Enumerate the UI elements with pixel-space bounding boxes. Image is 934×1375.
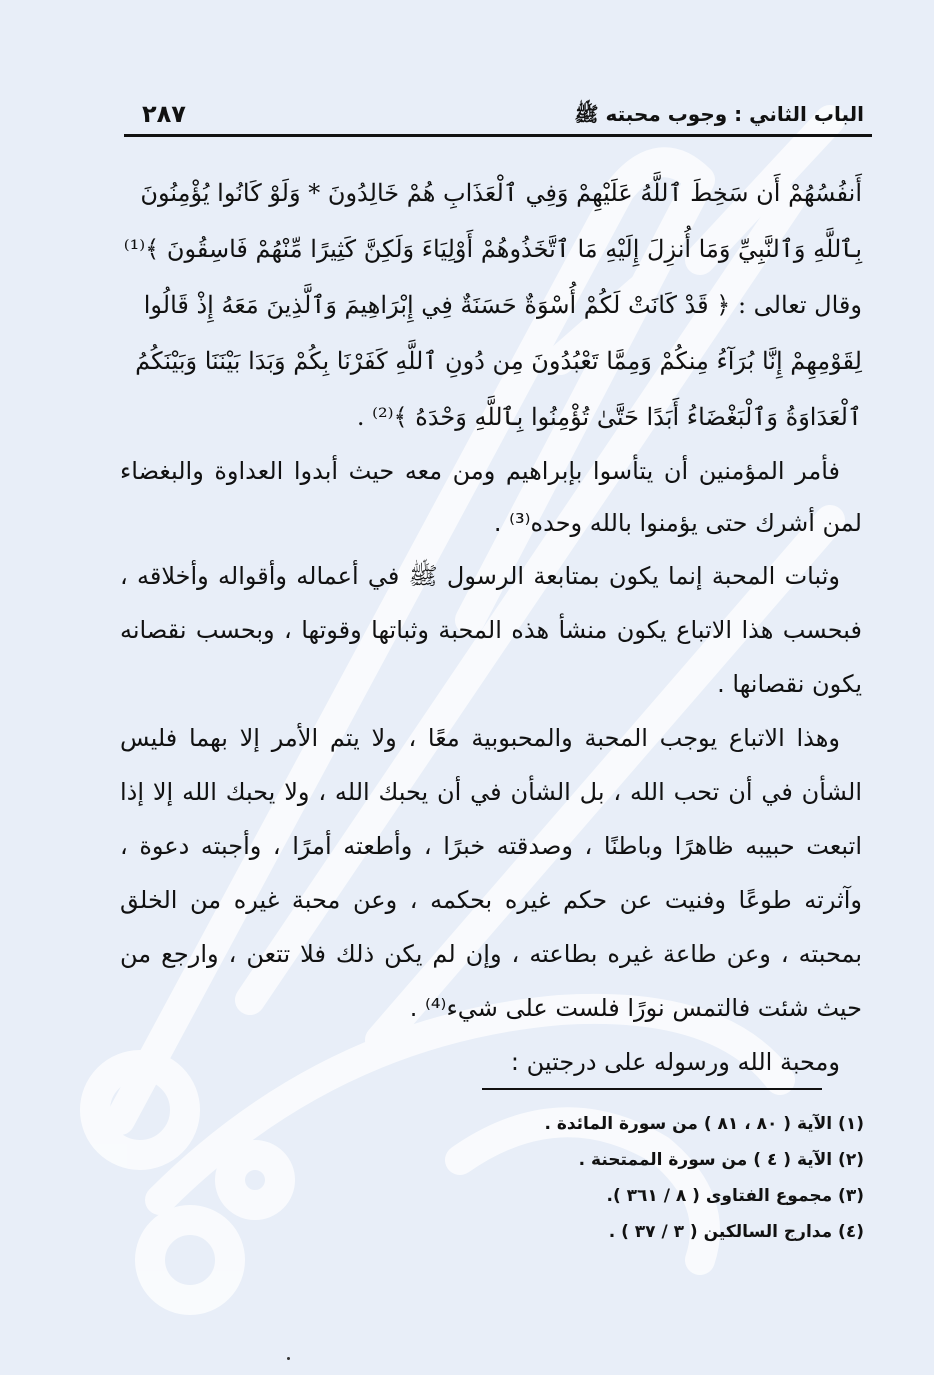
page-number: ٢٨٧ — [142, 100, 186, 128]
main-text — [120, 165, 862, 1089]
paragraph: وهذا الاتباع يوجب المحبة والمحبوبية معًا ، ولا يتم الأمر إلا بهما فليس الشأن في أن تحب الله ، بل الشأن في أن يحبك الله ، ولا يحبك الله إلا إذا اتبعت حبيبه ظاهرًا وباطنًا ، وصدقته خبرًا ، وأطعته أمرًا ، وأجبته دعوة ، وآثرته طوعًا وفنيت عن حكم غيره بحكمه ، وعن محبة غيره من الخلق بمحبته ، وعن طاعة غيره بطاعته ، وإن لم يكن ذلك فلا تتعن ، وارجع من حيث شئت فالتمس نورًا فلست على شيء⁽⁴⁾ . — [120, 724, 862, 1022]
paragraph: ومحبة الله ورسوله على درجتين : — [510, 1048, 840, 1076]
verse-line: وقال تعالى : ﴿ قَدْ كَانَتْ لَكُمْ أُسْوَةٌ حَسَنَةٌ فِي إِبْرَاهِيمَ وَٱلَّذِينَ مَعَهُ إِذْ قَالُوا — [143, 291, 862, 319]
verse-line: لِقَوْمِهِمْ إِنَّا بُرَآءُ مِنكُمْ وَمِمَّا تَعْبُدُونَ مِن دُونِ ٱللَّهِ كَفَرْنَا بِكُمْ وَبَدَا بَيْنَنَا وَبَيْنَكُمُ — [135, 347, 862, 375]
footnote-separator — [482, 1088, 822, 1090]
page-header — [124, 96, 872, 136]
footnote: (١) الآية ( ٨٠ ، ٨١ ) من سورة المائدة . — [544, 1114, 864, 1134]
header-rule — [124, 134, 872, 137]
verse-line: ٱلْعَدَاوَةُ وَٱلْبَغْضَاءُ أَبَدًا حَتَّىٰ تُؤْمِنُوا بِٱللَّهِ وَحْدَهُ ﴾⁽²⁾ . — [356, 403, 862, 431]
footnotes — [444, 1106, 864, 1250]
paragraph: وثبات المحبة إنما يكون بمتابعة الرسول ﷺ في أعماله وأقواله وأخلاقه ، فبحسب هذا الاتباع يكون منشأ هذه المحبة وثباتها وقوتها ، وبحسب نقصانه يكون نقصانها . — [120, 562, 862, 698]
footnote: (٤) مدارج السالكين ( ٣ / ٣٧ ) . — [608, 1222, 864, 1242]
verse-line: بِٱللَّهِ وَٱلنَّبِيِّ وَمَا أُنزِلَ إِلَيْهِ مَا ٱتَّخَذُوهُمْ أَوْلِيَاءَ وَلَكِنَّ كَثِيرًا مِّنْهُمْ فَاسِقُونَ ﴾⁽¹⁾ — [123, 235, 862, 263]
footnote: (٣) مجموع الفتاوى ( ٨ / ٣٦١ ). — [606, 1186, 864, 1206]
running-head: الباب الثاني : وجوب محبته ﷺ — [574, 102, 864, 126]
footnote: (٢) الآية ( ٤ ) من سورة الممتحنة . — [578, 1150, 864, 1170]
stray-mark — [287, 1357, 290, 1360]
verse-line: أَنفُسُهُمْ أَن سَخِطَ ٱللَّهُ عَلَيْهِمْ وَفِي ٱلْعَذَابِ هُمْ خَالِدُونَ * وَلَوْ كَانُوا يُؤْمِنُونَ — [140, 179, 862, 207]
paragraph: فأمر المؤمنين أن يتأسوا بإبراهيم ومن معه حيث أبدوا العداوة والبغضاء لمن أشرك حتى يؤمنوا بالله وحده⁽³⁾ . — [120, 457, 862, 537]
